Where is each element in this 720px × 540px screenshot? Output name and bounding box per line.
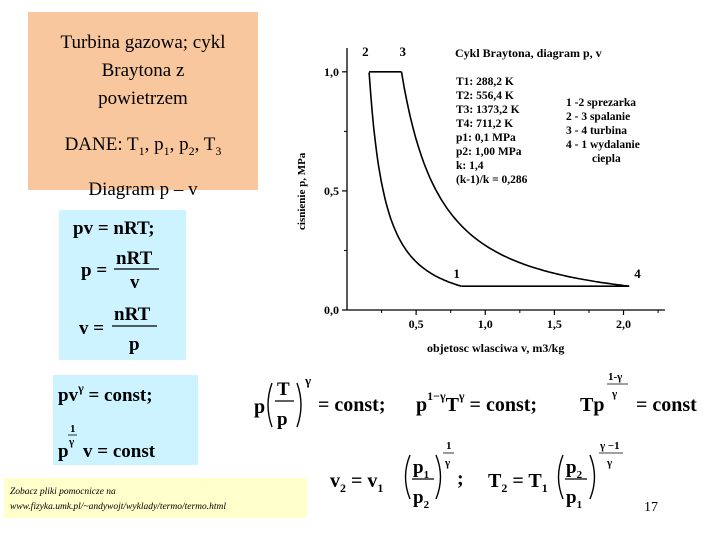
y-tick-label: 0,5 <box>324 183 339 198</box>
title-line-2: Braytona z <box>101 60 185 81</box>
info-line: k: 1,4 <box>456 160 484 172</box>
chart-info-block <box>456 76 528 186</box>
svg-text:γ: γ <box>612 388 618 400</box>
footer-note <box>4 478 307 518</box>
point-label-2: 2 <box>362 43 369 59</box>
svg-text:1: 1 <box>446 440 452 452</box>
ideal-gas-equations <box>59 210 186 360</box>
point-label-1: 1 <box>453 266 460 282</box>
T2-formula: $T_2 = T_1$ <box>488 470 548 495</box>
info-line: T2: 556,4 K <box>456 90 514 102</box>
adiabat-equations <box>53 375 198 465</box>
adiabat-equation-5: Tp <box>580 394 605 416</box>
adiabat-equation-3: p <box>254 396 266 418</box>
adiabat-equation-1: $pv^\gamma$ = const; <box>58 381 153 406</box>
chart-title: Cykl Braytona, diagram p, v <box>455 46 602 60</box>
info-line: (k-1)/k = 0,286 <box>456 174 528 186</box>
chart-legend-block <box>566 97 640 165</box>
title-line-1: Turbina gazowa; cykl <box>60 32 226 53</box>
svg-text:γ: γ <box>607 457 613 469</box>
chart-x-axis-label: objetosc wlasciwa v, m3/kg <box>427 341 565 355</box>
info-line: p2: 1,00 MPa <box>456 146 522 158</box>
v2-formula: $v_2 = v_1$ <box>330 470 384 495</box>
pressure-formula-denominator: v <box>130 272 140 293</box>
svg-text:= const: = const <box>636 394 697 416</box>
legend-line: ciepla <box>592 153 621 165</box>
svg-text:γ −1: γ −1 <box>600 440 620 452</box>
pressure-formula-lhs: p = <box>81 260 108 281</box>
legend-line: 1 -2 sprezarka <box>566 97 637 109</box>
legend-line: 2 - 3 spalanie <box>566 111 631 123</box>
title-panel <box>28 12 258 200</box>
chart-y-axis-label: cisnienie p, MPa <box>296 152 308 230</box>
x-tick-label: 1,5 <box>546 317 562 331</box>
y-tick-label: 1,0 <box>324 64 339 79</box>
compression-curve-1-2 <box>369 73 461 287</box>
x-tick-label: 2,0 <box>616 317 632 331</box>
volume-formula-denominator: p <box>129 334 140 355</box>
svg-text:T: T <box>277 379 290 400</box>
info-line: p1: 0,1 MPa <box>456 132 516 144</box>
x-tick-label: 0,5 <box>408 317 424 331</box>
volume-formula-numerator: nRT <box>114 304 151 325</box>
page-number: 17 <box>644 500 658 515</box>
y-tick-label: 0,0 <box>324 303 339 317</box>
svg-text:γ: γ <box>445 457 451 469</box>
svg-text:γ: γ <box>69 436 75 448</box>
svg-text:γ: γ <box>305 373 312 388</box>
given-data-line <box>28 132 258 164</box>
pressure-formula-numerator: nRT <box>116 248 153 269</box>
svg-text:p1: $p_1$ <box>413 457 430 481</box>
given-data-text: DANE: $T_1$, $p_1$, $p_2$, $T_3$ <box>64 134 222 158</box>
svg-text:v = const: v = const <box>83 441 156 462</box>
svg-text:p2: $p_2$ <box>566 457 583 481</box>
svg-text:= const;: = const; <box>318 394 386 416</box>
diagram-subtitle: Diagram p – v <box>88 179 198 200</box>
adiabat-equation-4: $p^{1-\gamma}T^\gamma$ = const; <box>416 389 538 416</box>
svg-text:1-γ: 1-γ <box>608 371 623 383</box>
brayton-pv-chart <box>290 40 710 360</box>
title-line-3: powietrzem <box>98 88 188 109</box>
footer-link[interactable]: www.fizyka.umk.pl/~andywojt/wyklady/termo/termo.html <box>10 502 227 512</box>
ideal-gas-equation: pv = nRT; <box>73 218 155 239</box>
adiabat-equations-panel <box>53 375 198 465</box>
footer-line-1: Zobacz pliki pomocnicze na <box>10 487 116 497</box>
svg-text:;: ; <box>457 468 464 490</box>
point-label-3: 3 <box>399 43 406 59</box>
info-line: T4: 711,2 K <box>456 118 514 130</box>
svg-text:p1: $p_1$ <box>566 487 583 511</box>
x-tick-label: 1,0 <box>477 317 493 331</box>
svg-text:p: p <box>277 409 288 430</box>
legend-line: 4 - 1 wydalanie <box>566 139 640 151</box>
point-label-4: 4 <box>634 266 641 282</box>
adiabat-equation-2: p <box>58 441 69 462</box>
info-line: T1: 288,2 K <box>456 76 514 88</box>
ideal-gas-equations-panel <box>59 210 186 360</box>
legend-line: 3 - 4 turbina <box>566 125 628 137</box>
svg-text:p2: $p_2$ <box>413 487 430 511</box>
volume-formula-lhs: v = <box>79 318 105 339</box>
svg-text:1: 1 <box>70 423 76 435</box>
info-line: T3: 1373,2 K <box>456 104 520 116</box>
